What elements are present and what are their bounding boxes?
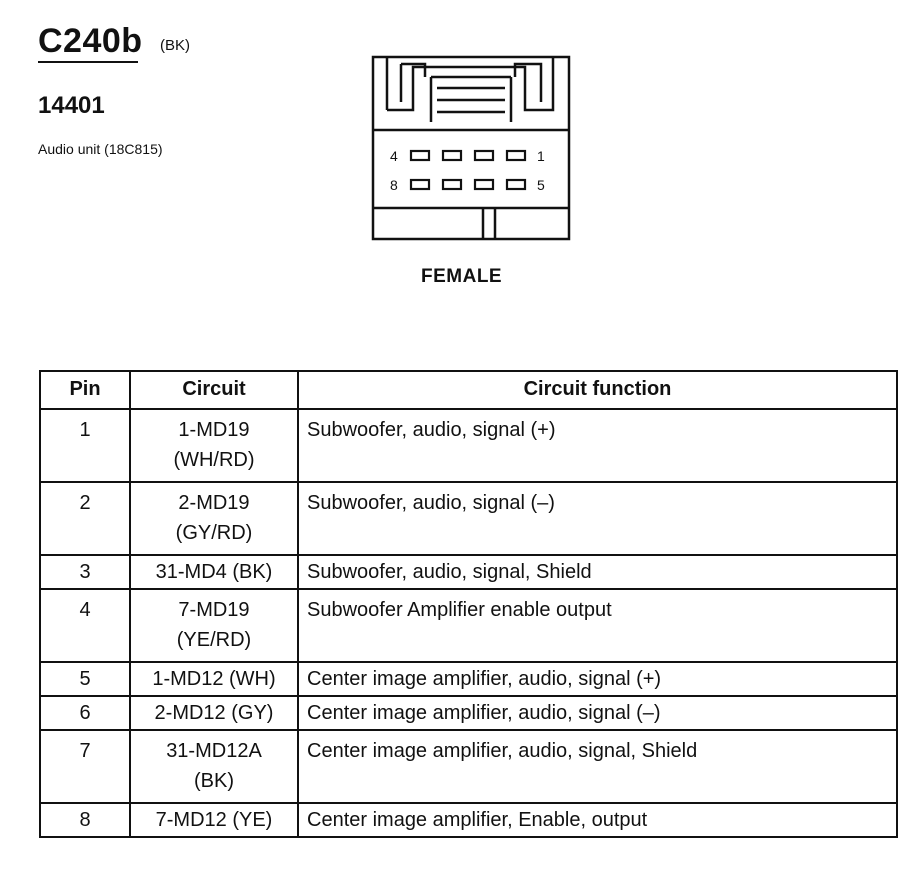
circuit-code: (GY/RD) (175, 522, 253, 544)
circuit-cell (130, 409, 298, 482)
pin-number-cell: 2 (40, 482, 130, 555)
pin-number-cell: 5 (40, 662, 130, 696)
circuit-code: 2-MD12 (GY) (154, 702, 274, 724)
connector-gender-label: FEMALE (421, 266, 503, 287)
pin-number-cell: 1 (40, 409, 130, 482)
pinout-rows (40, 409, 897, 837)
circuit-function-cell: Center image amplifier, Enable, output (298, 803, 897, 837)
circuit-cell (130, 662, 298, 696)
circuit-code: (BK) (194, 770, 234, 792)
circuit-cell (130, 589, 298, 662)
pin-number-cell: 4 (40, 589, 130, 662)
circuit-code: 1-MD19 (178, 419, 250, 441)
pin-number-cell: 8 (40, 803, 130, 837)
header-pin: Pin (40, 371, 130, 409)
table-header-row (40, 371, 897, 409)
connector-id-underline (38, 61, 138, 63)
circuit-cell (130, 696, 298, 730)
pin-number-cell: 3 (40, 555, 130, 589)
circuit-cell (130, 803, 298, 837)
table-row (40, 482, 897, 555)
pin-cavity (443, 151, 461, 160)
pin-cavity (411, 180, 429, 189)
circuit-function-cell: Subwoofer Amplifier enable output (298, 589, 897, 662)
pin-cavity (507, 180, 525, 189)
circuit-code: (YE/RD) (176, 629, 252, 651)
circuit-code: 7-MD19 (178, 599, 250, 621)
circuit-code: 31-MD12A (166, 740, 262, 762)
table-row (40, 696, 897, 730)
table-row (40, 589, 897, 662)
pin-cavity (475, 151, 493, 160)
circuit-code: (WH/RD) (173, 449, 255, 471)
connector-description: Audio unit (18C815) (38, 141, 163, 157)
connector-key (483, 208, 495, 239)
circuit-code: 7-MD12 (YE) (155, 809, 273, 831)
latch-inner (401, 64, 541, 122)
circuit-cell (130, 555, 298, 589)
pin-cavity (443, 180, 461, 189)
pin-cavity (475, 180, 493, 189)
pin-cavity (411, 151, 429, 160)
part-number: 14401 (38, 92, 105, 119)
circuit-cell (130, 482, 298, 555)
circuit-cell (130, 730, 298, 803)
table-row (40, 730, 897, 803)
circuit-function-cell: Center image amplifier, audio, signal (–) (298, 696, 897, 730)
pin-label-1: 1 (537, 148, 545, 164)
table-row (40, 662, 897, 696)
pin-label-8: 8 (390, 177, 398, 193)
pinout-table (39, 370, 898, 838)
pin-label-5: 5 (537, 177, 545, 193)
header-circuit-function: Circuit function (298, 371, 897, 409)
circuit-function-cell: Center image amplifier, audio, signal, Shield (298, 730, 897, 803)
header-circuit: Circuit (130, 371, 298, 409)
connector-id: C240b (38, 22, 143, 60)
pin-label-4: 4 (390, 148, 398, 164)
circuit-code: 31-MD4 (BK) (155, 561, 273, 583)
connector-color: (BK) (160, 37, 190, 54)
pin-number-cell: 7 (40, 730, 130, 803)
circuit-function-cell: Subwoofer, audio, signal (–) (298, 482, 897, 555)
circuit-function-cell: Center image amplifier, audio, signal (+) (298, 662, 897, 696)
table-row (40, 409, 897, 482)
circuit-code: 2-MD19 (178, 492, 250, 514)
table-row (40, 803, 897, 837)
circuit-code: 1-MD12 (WH) (152, 668, 276, 690)
connector-face-diagram (365, 52, 577, 246)
pin-number-cell: 6 (40, 696, 130, 730)
circuit-function-cell: Subwoofer, audio, signal, Shield (298, 555, 897, 589)
pin-cavity (507, 151, 525, 160)
circuit-function-cell: Subwoofer, audio, signal (+) (298, 409, 897, 482)
table-row (40, 555, 897, 589)
